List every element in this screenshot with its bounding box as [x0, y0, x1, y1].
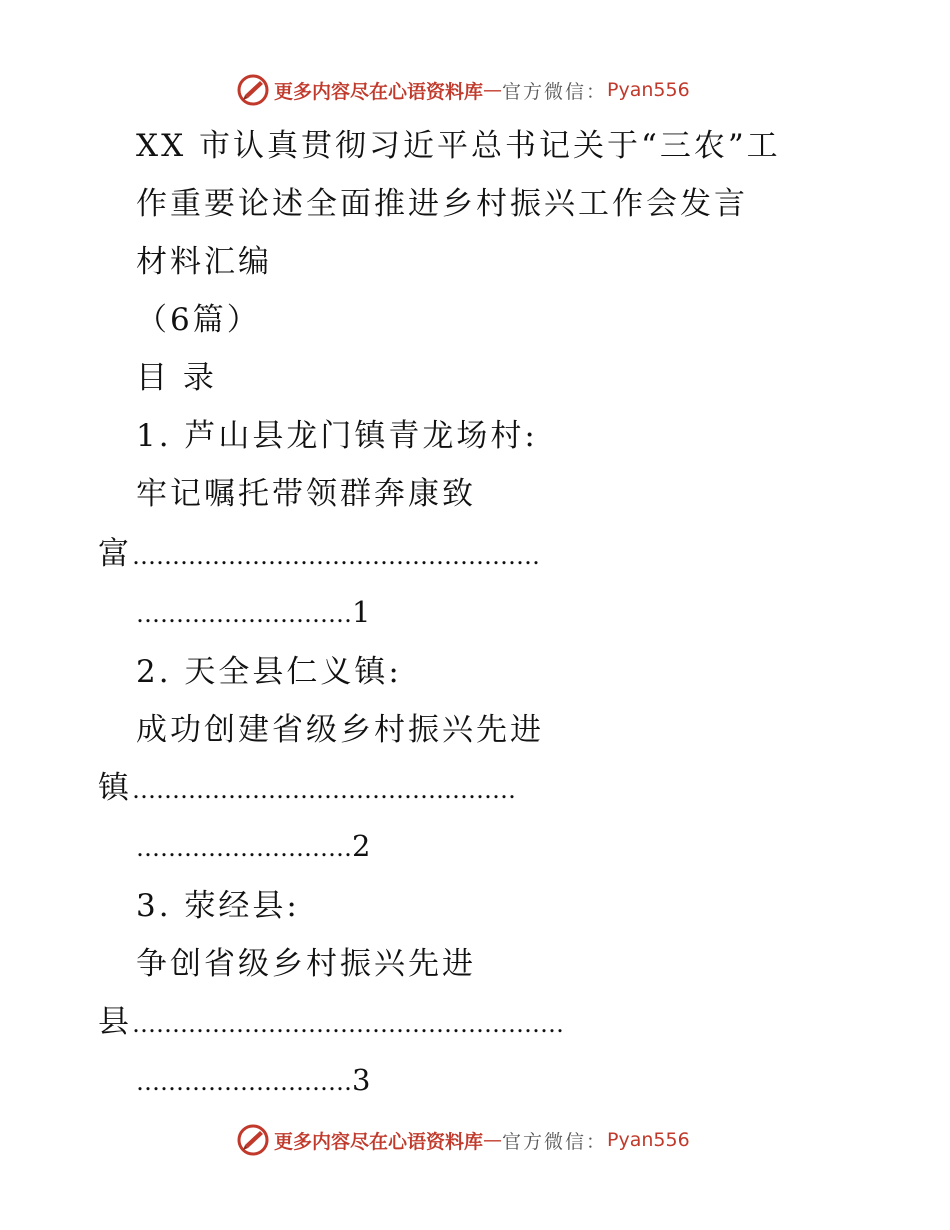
toc-entry-2-dots: …………………………………………	[132, 776, 516, 804]
footer-watermark-banner	[236, 1122, 716, 1158]
toc-entry-2-page-line	[136, 826, 370, 866]
toc-entry-3-page-number: 3	[352, 1063, 371, 1097]
toc-entry-1-title: 1. 芦山县龙门镇青龙场村:	[136, 418, 538, 454]
title-line-2: 作重要论述全面推进乡村振兴工作会发言	[136, 186, 748, 222]
toc-entry-1-dots-2: ………………………	[136, 600, 352, 628]
toc-entry-2-page-number: 2	[352, 829, 371, 863]
header-watermark-banner	[236, 72, 716, 108]
banner-grey-text: 官方微信：	[502, 80, 608, 103]
toc-entry-2-wrap-char: 镇	[98, 770, 132, 806]
banner-grey-text: 官方微信：	[502, 1130, 608, 1153]
toc-entry-3-wrap-char: 县	[98, 1004, 132, 1040]
banner-wechat-id: Pyan556	[607, 1129, 690, 1151]
toc-entry-1-dots: ……………………………………………	[132, 542, 540, 570]
toc-entry-3-dots-2: ………………………	[136, 1068, 352, 1096]
banner-wechat-id: Pyan556	[607, 79, 690, 101]
brand-logo-icon	[236, 73, 270, 107]
toc-entry-1-page-number: 1	[352, 595, 371, 629]
toc-entry-3-title: 3. 荥经县:	[136, 888, 300, 924]
banner-red-text: 更多内容尽在心语资料库	[274, 1130, 484, 1153]
title-line-1: XX 市认真贯彻习近平总书记关于“三农”工	[136, 128, 781, 164]
toc-entry-1-wrap-char: 富	[98, 536, 132, 572]
article-count: （6篇）	[136, 302, 261, 338]
toc-entry-3-subtitle: 争创省级乡村振兴先进	[136, 946, 476, 982]
banner-red-text: 更多内容尽在心语资料库	[274, 80, 484, 103]
toc-entry-2-title: 2. 天全县仁义镇:	[136, 654, 402, 690]
toc-entry-3-page-line	[136, 1060, 370, 1100]
toc-entry-2-subtitle: 成功创建省级乡村振兴先进	[136, 712, 544, 748]
toc-entry-1-leader-line	[98, 534, 540, 574]
toc-entry-1-subtitle: 牢记嘱托带领群奔康致	[136, 476, 476, 512]
banner-dash: —	[483, 1129, 503, 1151]
brand-logo-icon	[236, 1123, 270, 1157]
toc-entry-3-leader-line	[98, 1002, 564, 1042]
toc-entry-2-dots-2: ………………………	[136, 834, 352, 862]
banner-dash: —	[483, 79, 503, 101]
title-line-3: 材料汇编	[136, 244, 272, 280]
toc-entry-3-dots: ………………………………………………	[132, 1010, 564, 1038]
toc-heading: 目 录	[136, 360, 217, 396]
toc-entry-1-page-line	[136, 592, 370, 632]
toc-entry-2-leader-line	[98, 768, 516, 808]
